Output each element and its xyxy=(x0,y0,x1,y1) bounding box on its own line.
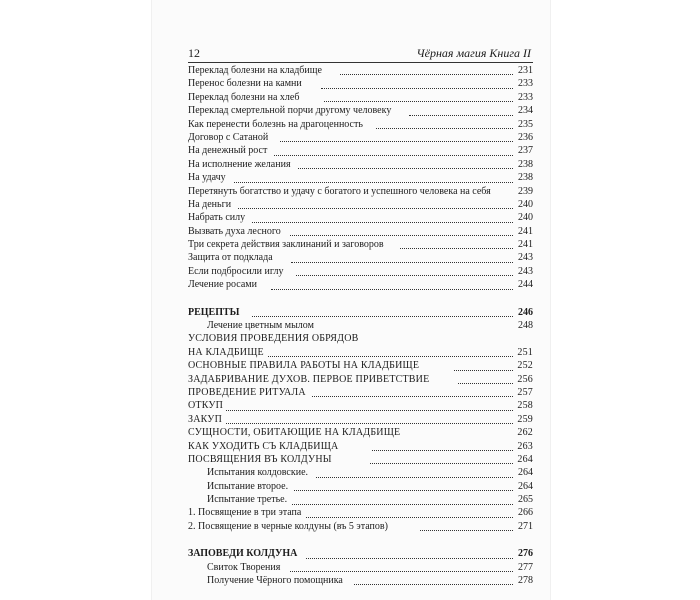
toc-entry: Договор с Сатаной 236 xyxy=(188,131,533,143)
toc-entry: РЕЦЕПТЫ 246 xyxy=(188,306,533,318)
table-of-contents xyxy=(188,65,533,588)
toc-entry: На деньги 240 xyxy=(188,198,533,210)
toc-entry: На денежный рост 237 xyxy=(188,145,533,157)
toc-entry: Перенос болезни на камни 233 xyxy=(188,78,533,90)
toc-entry: Переклад болезни на хлеб 233 xyxy=(188,91,533,103)
toc-entry: Три секрета действия заклинаний и заговоров 241 xyxy=(188,239,533,251)
toc-entry: Набрать силу 240 xyxy=(188,212,533,224)
toc-entry: КАК УХОДИТЬ СЪ КЛАДБИЩА 263 xyxy=(188,440,533,452)
toc-entry: СУЩНОСТИ, ОБИТАЮЩИЕ НА КЛАДБИЩЕ 262 xyxy=(188,427,533,439)
section-gap xyxy=(188,534,533,548)
toc-entry: ОТКУП 258 xyxy=(188,400,533,412)
section-gap xyxy=(188,293,533,307)
toc-entry: Испытание второе. 264 xyxy=(207,480,533,492)
toc-entry: Перетянуть богатство и удачу с богатого и успешного человека на себя 239 xyxy=(188,185,533,197)
running-title: Чёрная магия Книга II xyxy=(416,46,531,60)
toc-entry: 2. Посвящение в черные колдуны (въ 5 этапов) 271 xyxy=(188,520,533,532)
toc-entry: УСЛОВИЯ ПРОВЕДЕНИЯ ОБРЯДОВ xyxy=(188,333,359,345)
toc-entry: Испытания колдовские. 264 xyxy=(207,467,533,479)
toc-entry: На исполнение желания 238 xyxy=(188,158,533,170)
toc-entry: ПОСВЯЩЕНИЯ ВЪ КОЛДУНЫ 264 xyxy=(188,453,533,465)
toc-entry: Свиток Творения 277 xyxy=(207,561,533,573)
toc-entry: Переклад болезни на кладбище 231 xyxy=(188,64,533,76)
toc-entry: Защита от подклада 243 xyxy=(188,252,533,264)
toc-entry: Испытание третье. 265 xyxy=(207,494,533,506)
toc-entry: Как перенести болезнь на драгоценность 235 xyxy=(188,118,533,130)
toc-entry: Переклад смертельной порчи другому человеку 234 xyxy=(188,105,533,117)
toc-entry: Вызвать духа лесного 241 xyxy=(188,225,533,237)
toc-entry: Если подбросили иглу 243 xyxy=(188,265,533,277)
toc-entry: ОСНОВНЫЕ ПРАВИЛА РАБОТЫ НА КЛАДБИЩЕ 252 xyxy=(188,360,533,372)
page-header xyxy=(188,44,533,64)
toc-entry: Лечение росами 244 xyxy=(188,279,533,291)
toc-entry: НА КЛАДБИЩЕ 251 xyxy=(188,346,533,358)
toc-entry: На удачу 238 xyxy=(188,172,533,184)
toc-entry: ЗАПОВЕДИ КОЛДУНА 276 xyxy=(188,548,533,560)
toc-entry: ПРОВЕДЕНИЕ РИТУАЛА 257 xyxy=(188,386,533,398)
toc-entry: ЗАКУП 259 xyxy=(188,413,533,425)
toc-entry: Получение Чёрного помощника 278 xyxy=(207,575,533,587)
toc-entry: Лечение цветным мылом 248 xyxy=(207,320,533,332)
header-rule xyxy=(188,62,533,63)
toc-entry: 1. Посвящение в три этапа 266 xyxy=(188,507,533,519)
toc-entry: ЗАДАБРИВАНИЕ ДУХОВ. ПЕРВОЕ ПРИВЕТСТВИЕ 256 xyxy=(188,373,533,385)
page-number: 12 xyxy=(188,46,200,60)
